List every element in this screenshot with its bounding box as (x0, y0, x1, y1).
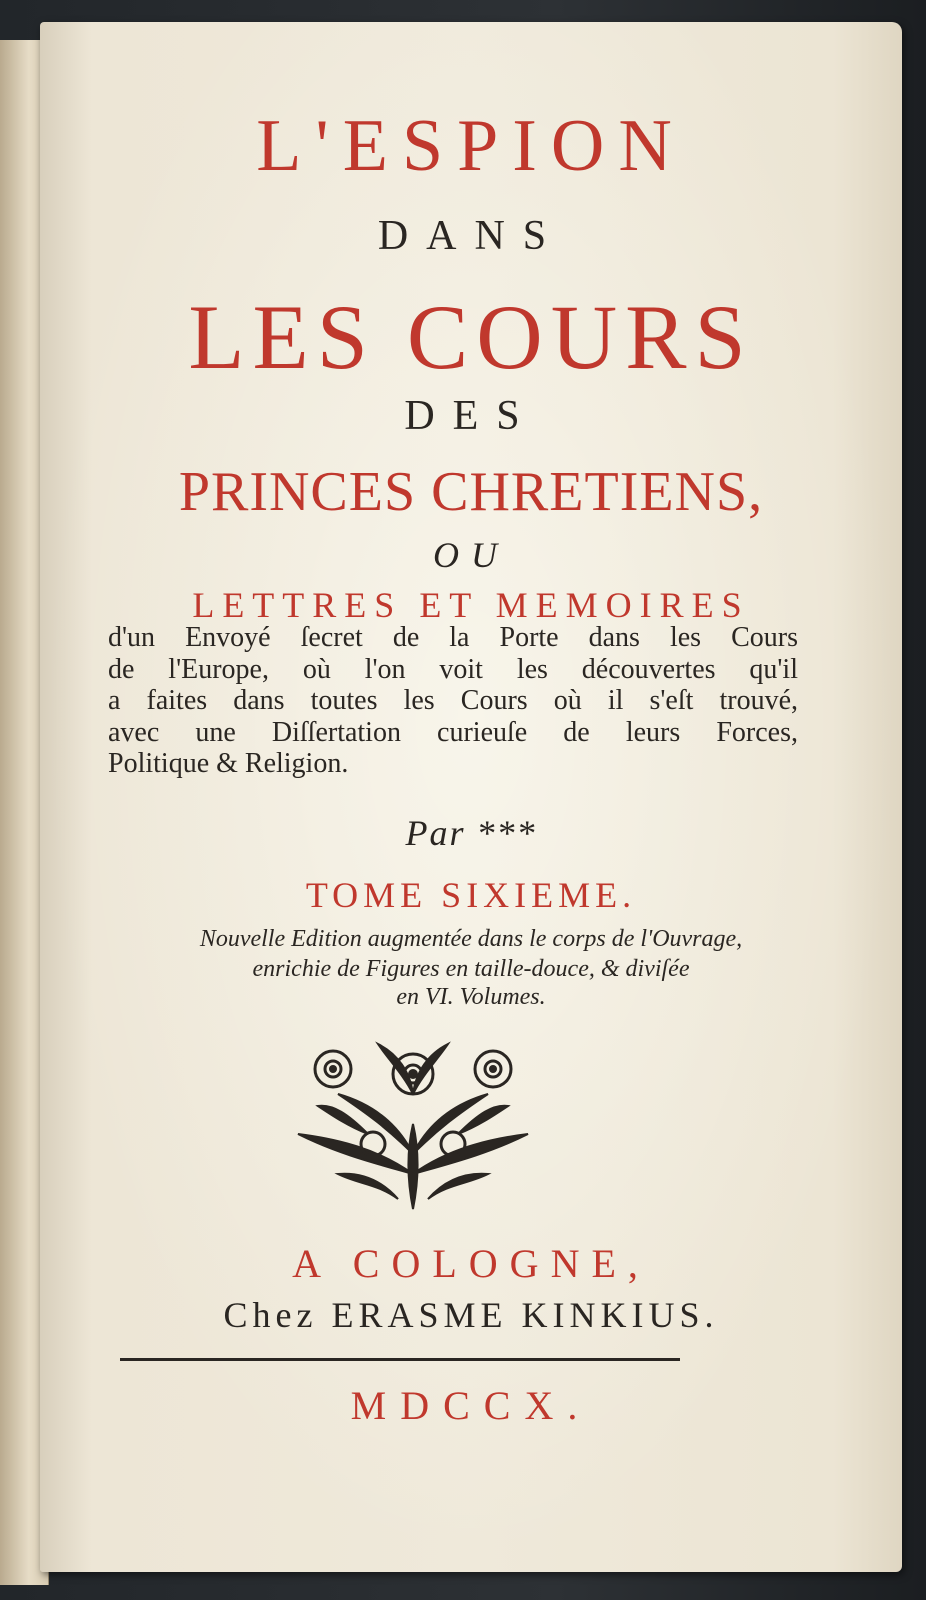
edition-line: en VI. Volumes. (396, 984, 546, 1010)
title-line-les-cours: LES COURS (188, 286, 754, 388)
title-line-espion: L'ESPION (256, 105, 686, 187)
imprint-place: A COLOGNE, (292, 1241, 650, 1286)
title-line-lettres: LETTRES ET MEMOIRES (192, 585, 750, 625)
edition-line: enrichie de Figures en taille-douce, & diviſée (252, 956, 690, 982)
description-line: de l'Europe, où l'on voit les découvertes qu'il (108, 653, 798, 685)
description-line: a faites dans toutes les Cours où il s'eſt trouvé, (108, 685, 798, 716)
imprint-publisher: Chez ERASME KINKIUS. (223, 1295, 719, 1335)
title-line-princes: PRINCES CHRETIENS, (178, 461, 764, 523)
description-paragraph (108, 622, 798, 780)
floral-vignette-icon (278, 1034, 548, 1214)
imprint-date: MDCCX. (350, 1383, 592, 1428)
title-page (40, 22, 902, 1572)
author-line: Par *** (405, 813, 537, 853)
edition-line: Nouvelle Edition augmentée dans le corps de l'Ouvrage, (199, 926, 743, 952)
description-line: Politique & Religion. (108, 748, 349, 779)
volume-line: TOME SIXIEME. (305, 875, 637, 915)
imprint-rule (120, 1358, 680, 1361)
title-line-dans: DANS (377, 213, 565, 259)
title-line-ou: OU (433, 535, 509, 575)
title-line-des: DES (404, 393, 538, 439)
description-line: avec une Diſſertation curieuſe de leurs Forces, (108, 716, 798, 748)
description-line: d'un Envoyé ſecret de la Porte dans les Cours (108, 622, 798, 653)
